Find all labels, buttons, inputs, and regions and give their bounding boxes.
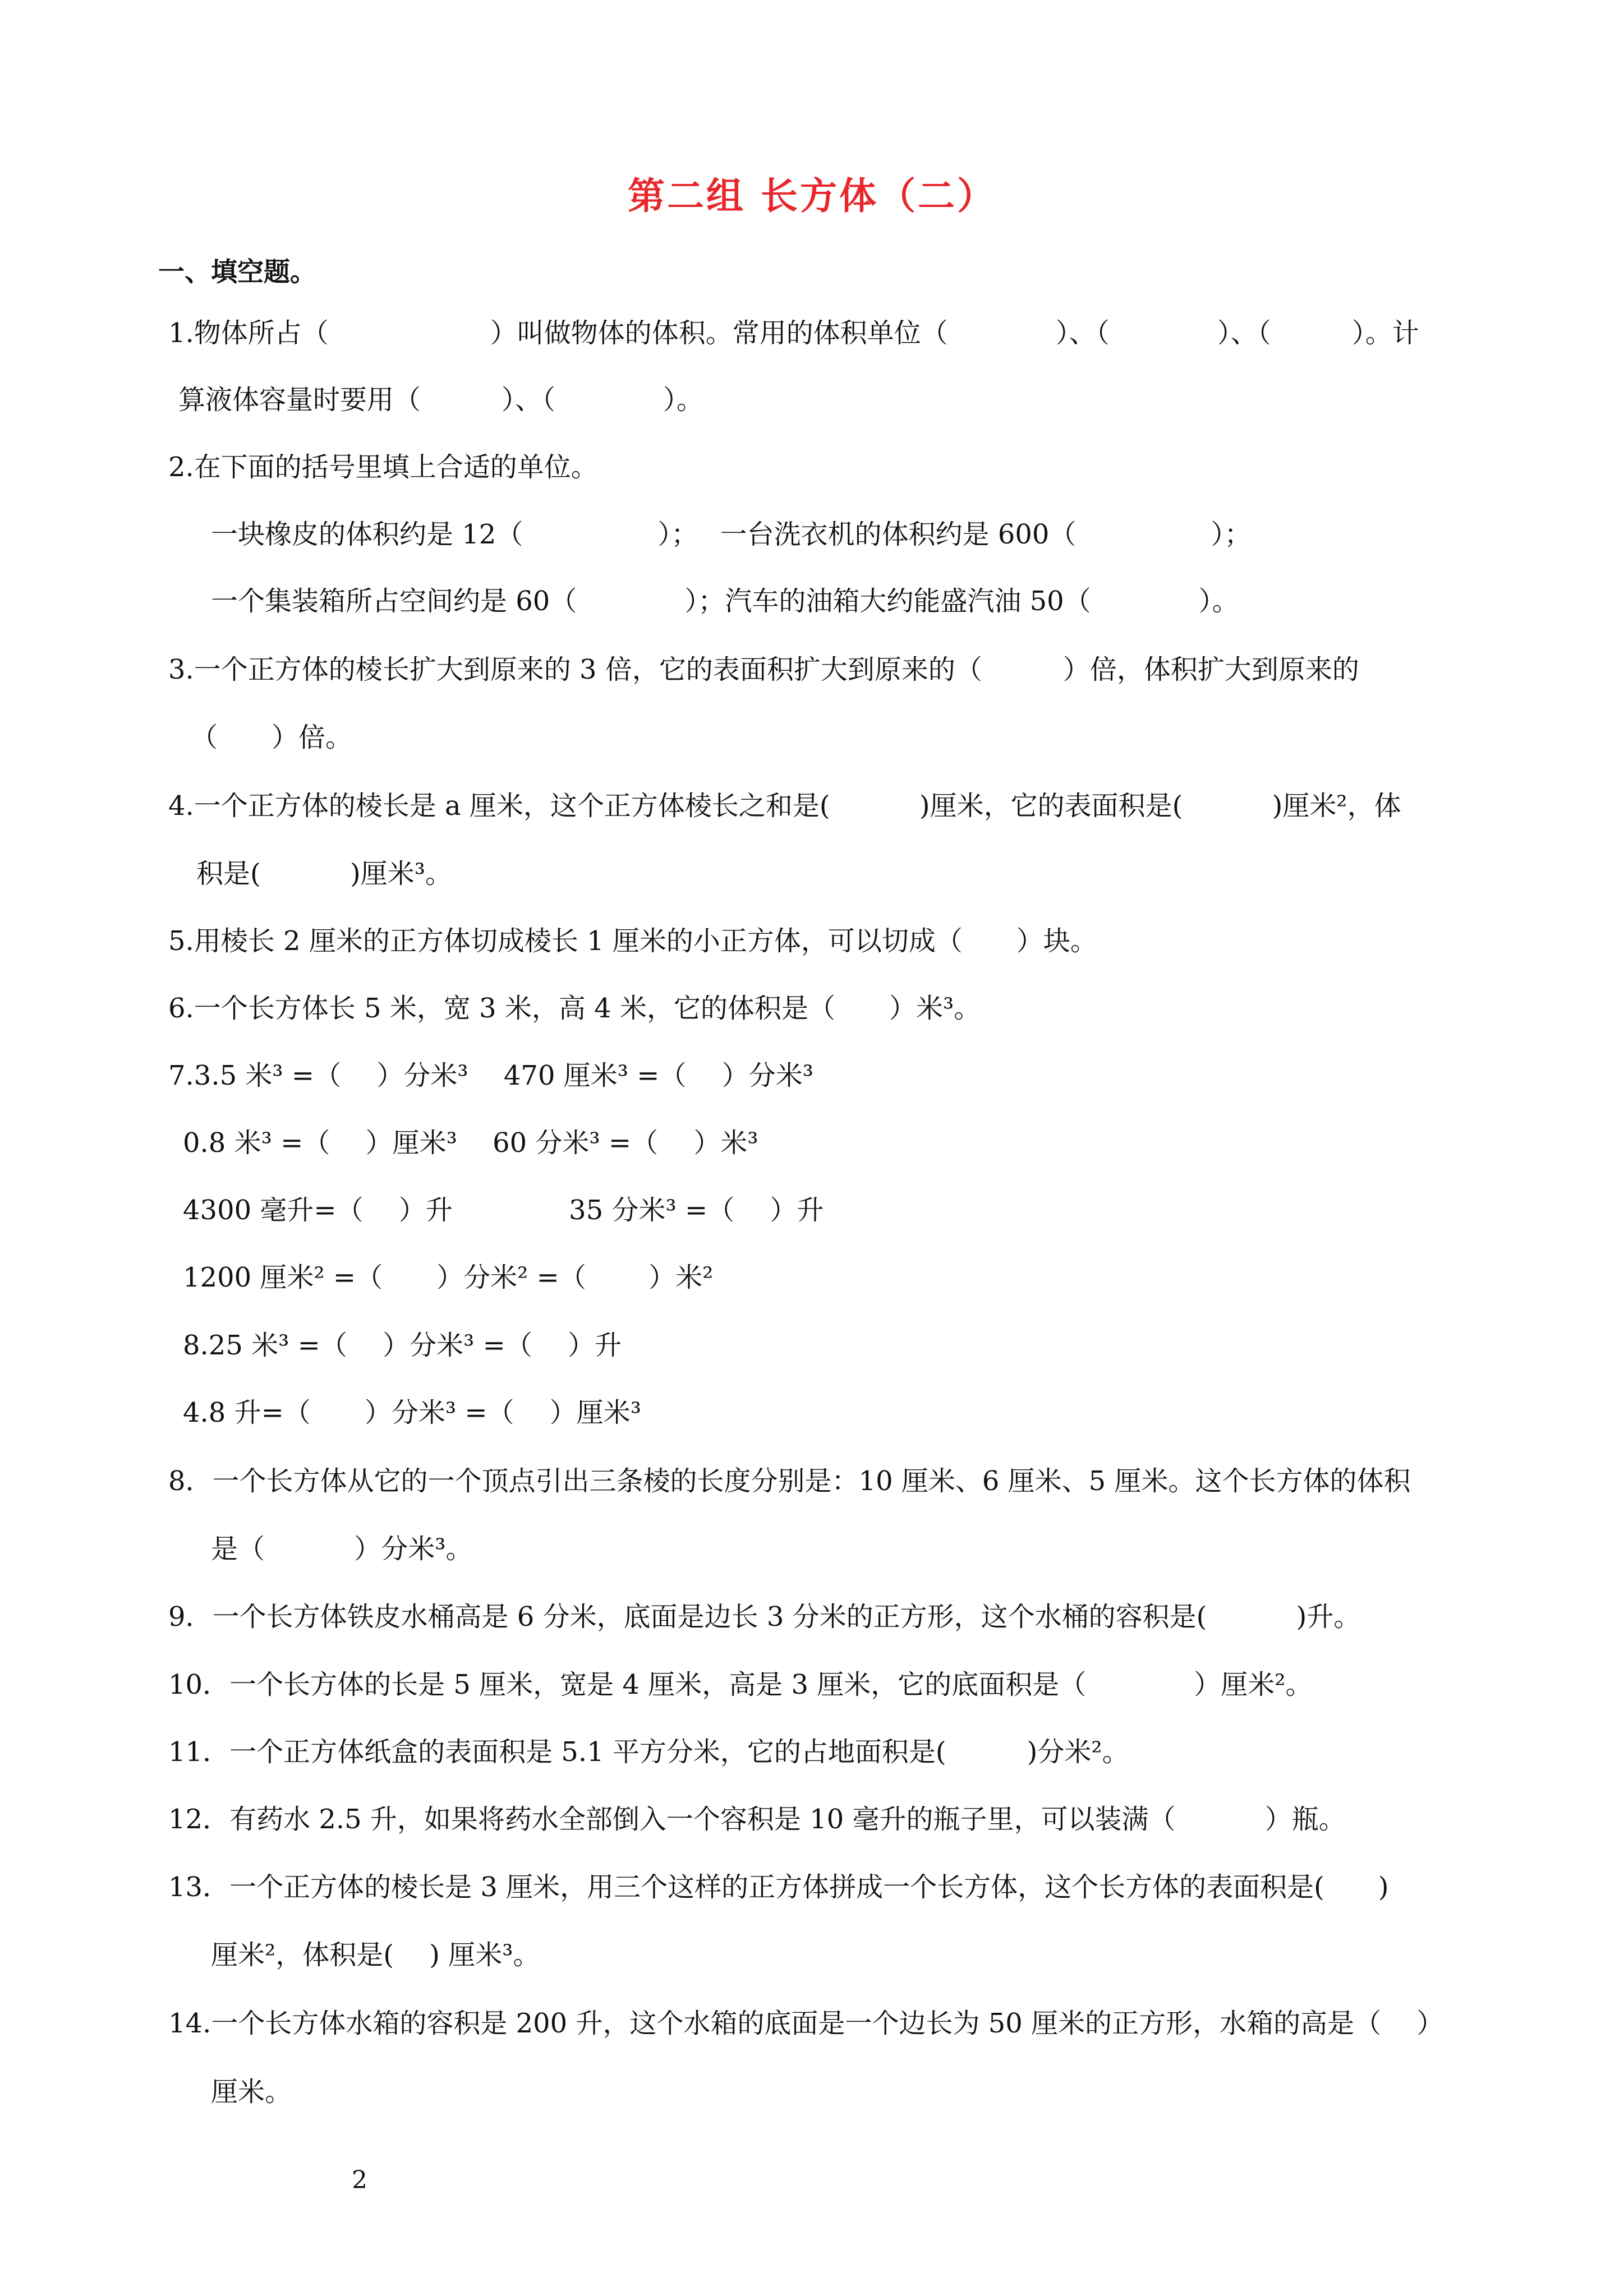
question-10-line: 10．一个长方体的长是 5 厘米，宽是 4 厘米，高是 3 厘米，它的底面积是（ ）厘米²。: [168, 1669, 1313, 1700]
question-8-line-2: 是（ ）分米³。: [211, 1533, 473, 1565]
question-7-line-2: 0.8 米³ =（ ）厘米³ 60 分米³ =（ ）米³: [183, 1127, 758, 1159]
question-7-line-5: 8.25 米³ =（ ）分米³ =（ ）升: [183, 1330, 622, 1361]
section-heading: 一、填空题。: [158, 257, 316, 288]
question-14-line-2: 厘米。: [211, 2076, 292, 2108]
question-14-line-1: 14.一个长方体水箱的容积是 200 升，这个水箱的底面是一个边长为 50 厘米的正方形，水箱的高是（ ）: [168, 2008, 1444, 2039]
question-2-line-3: 一个集装箱所占空间约是 60（ ）；汽车的油箱大约能盛汽油 50（ ）。: [211, 585, 1239, 617]
question-1-line-2: 算液体容量时要用（ ）、（ ）。: [178, 384, 704, 416]
question-7-line-3: 4300 毫升=（ ）升 35 分米³ =（ ）升: [183, 1195, 824, 1226]
question-2-line-2: 一块橡皮的体积约是 12（ ）； 一台洗衣机的体积约是 600（ ）；: [211, 519, 1252, 550]
question-11-line: 11．一个正方体纸盒的表面积是 5.1 平方分米，它的占地面积是( )分米²。: [168, 1736, 1129, 1768]
question-3-line-2: （ ）倍。: [191, 722, 353, 753]
question-7-line-4: 1200 厘米² =（ ）分米² =（ ）米²: [183, 1262, 714, 1293]
question-2-line-1: 2.在下面的括号里填上合适的单位。: [168, 451, 598, 483]
question-7-line-1: 7.3.5 米³ =（ ）分米³ 470 厘米³ =（ ）分米³: [168, 1060, 813, 1091]
question-6-line: 6.一个长方体长 5 米，宽 3 米，高 4 米，它的体积是（ ）米³。: [168, 993, 981, 1024]
question-1-line-1: 1.物体所占（ ）叫做物体的体积。常用的体积单位（ ）、（ ）、（ ）。计: [168, 317, 1419, 349]
question-9-line: 9．一个长方体铁皮水桶高是 6 分米，底面是边长 3 分米的正方形，这个水桶的容积是( )升。: [168, 1601, 1361, 1633]
question-3-line-1: 3.一个正方体的棱长扩大到原来的 3 倍，它的表面积扩大到原来的（ ）倍，体积扩大到原来的: [168, 654, 1359, 685]
question-5-line: 5.用棱长 2 厘米的正方体切成棱长 1 厘米的小正方体，可以切成（ ）块。: [168, 925, 1097, 957]
question-7-line-6: 4.8 升=（ ）分米³ =（ ）厘米³: [183, 1397, 642, 1428]
question-4-line-2: 积是( )厘米³。: [196, 858, 452, 889]
question-8-line-1: 8．一个长方体从它的一个顶点引出三条棱的长度分别是：10 厘米、6 厘米、5 厘米。这个长方体的体积: [168, 1465, 1411, 1497]
question-13-line-1: 13．一个正方体的棱长是 3 厘米，用三个这样的正方体拼成一个长方体，这个长方体的表面积是( ): [168, 1871, 1389, 1903]
question-12-line: 12．有药水 2.5 升，如果将药水全部倒入一个容积是 10 毫升的瓶子里，可以装满（ ）瓶。: [168, 1804, 1346, 1835]
question-13-line-2: 厘米²，体积是( ) 厘米³。: [211, 1939, 540, 1971]
question-4-line-1: 4.一个正方体的棱长是 a 厘米，这个正方体棱长之和是( )厘米，它的表面积是( )厘米²，体: [168, 790, 1401, 822]
page-number: 2: [352, 2166, 367, 2194]
page-title: 第二组 长方体（二）: [628, 174, 996, 218]
